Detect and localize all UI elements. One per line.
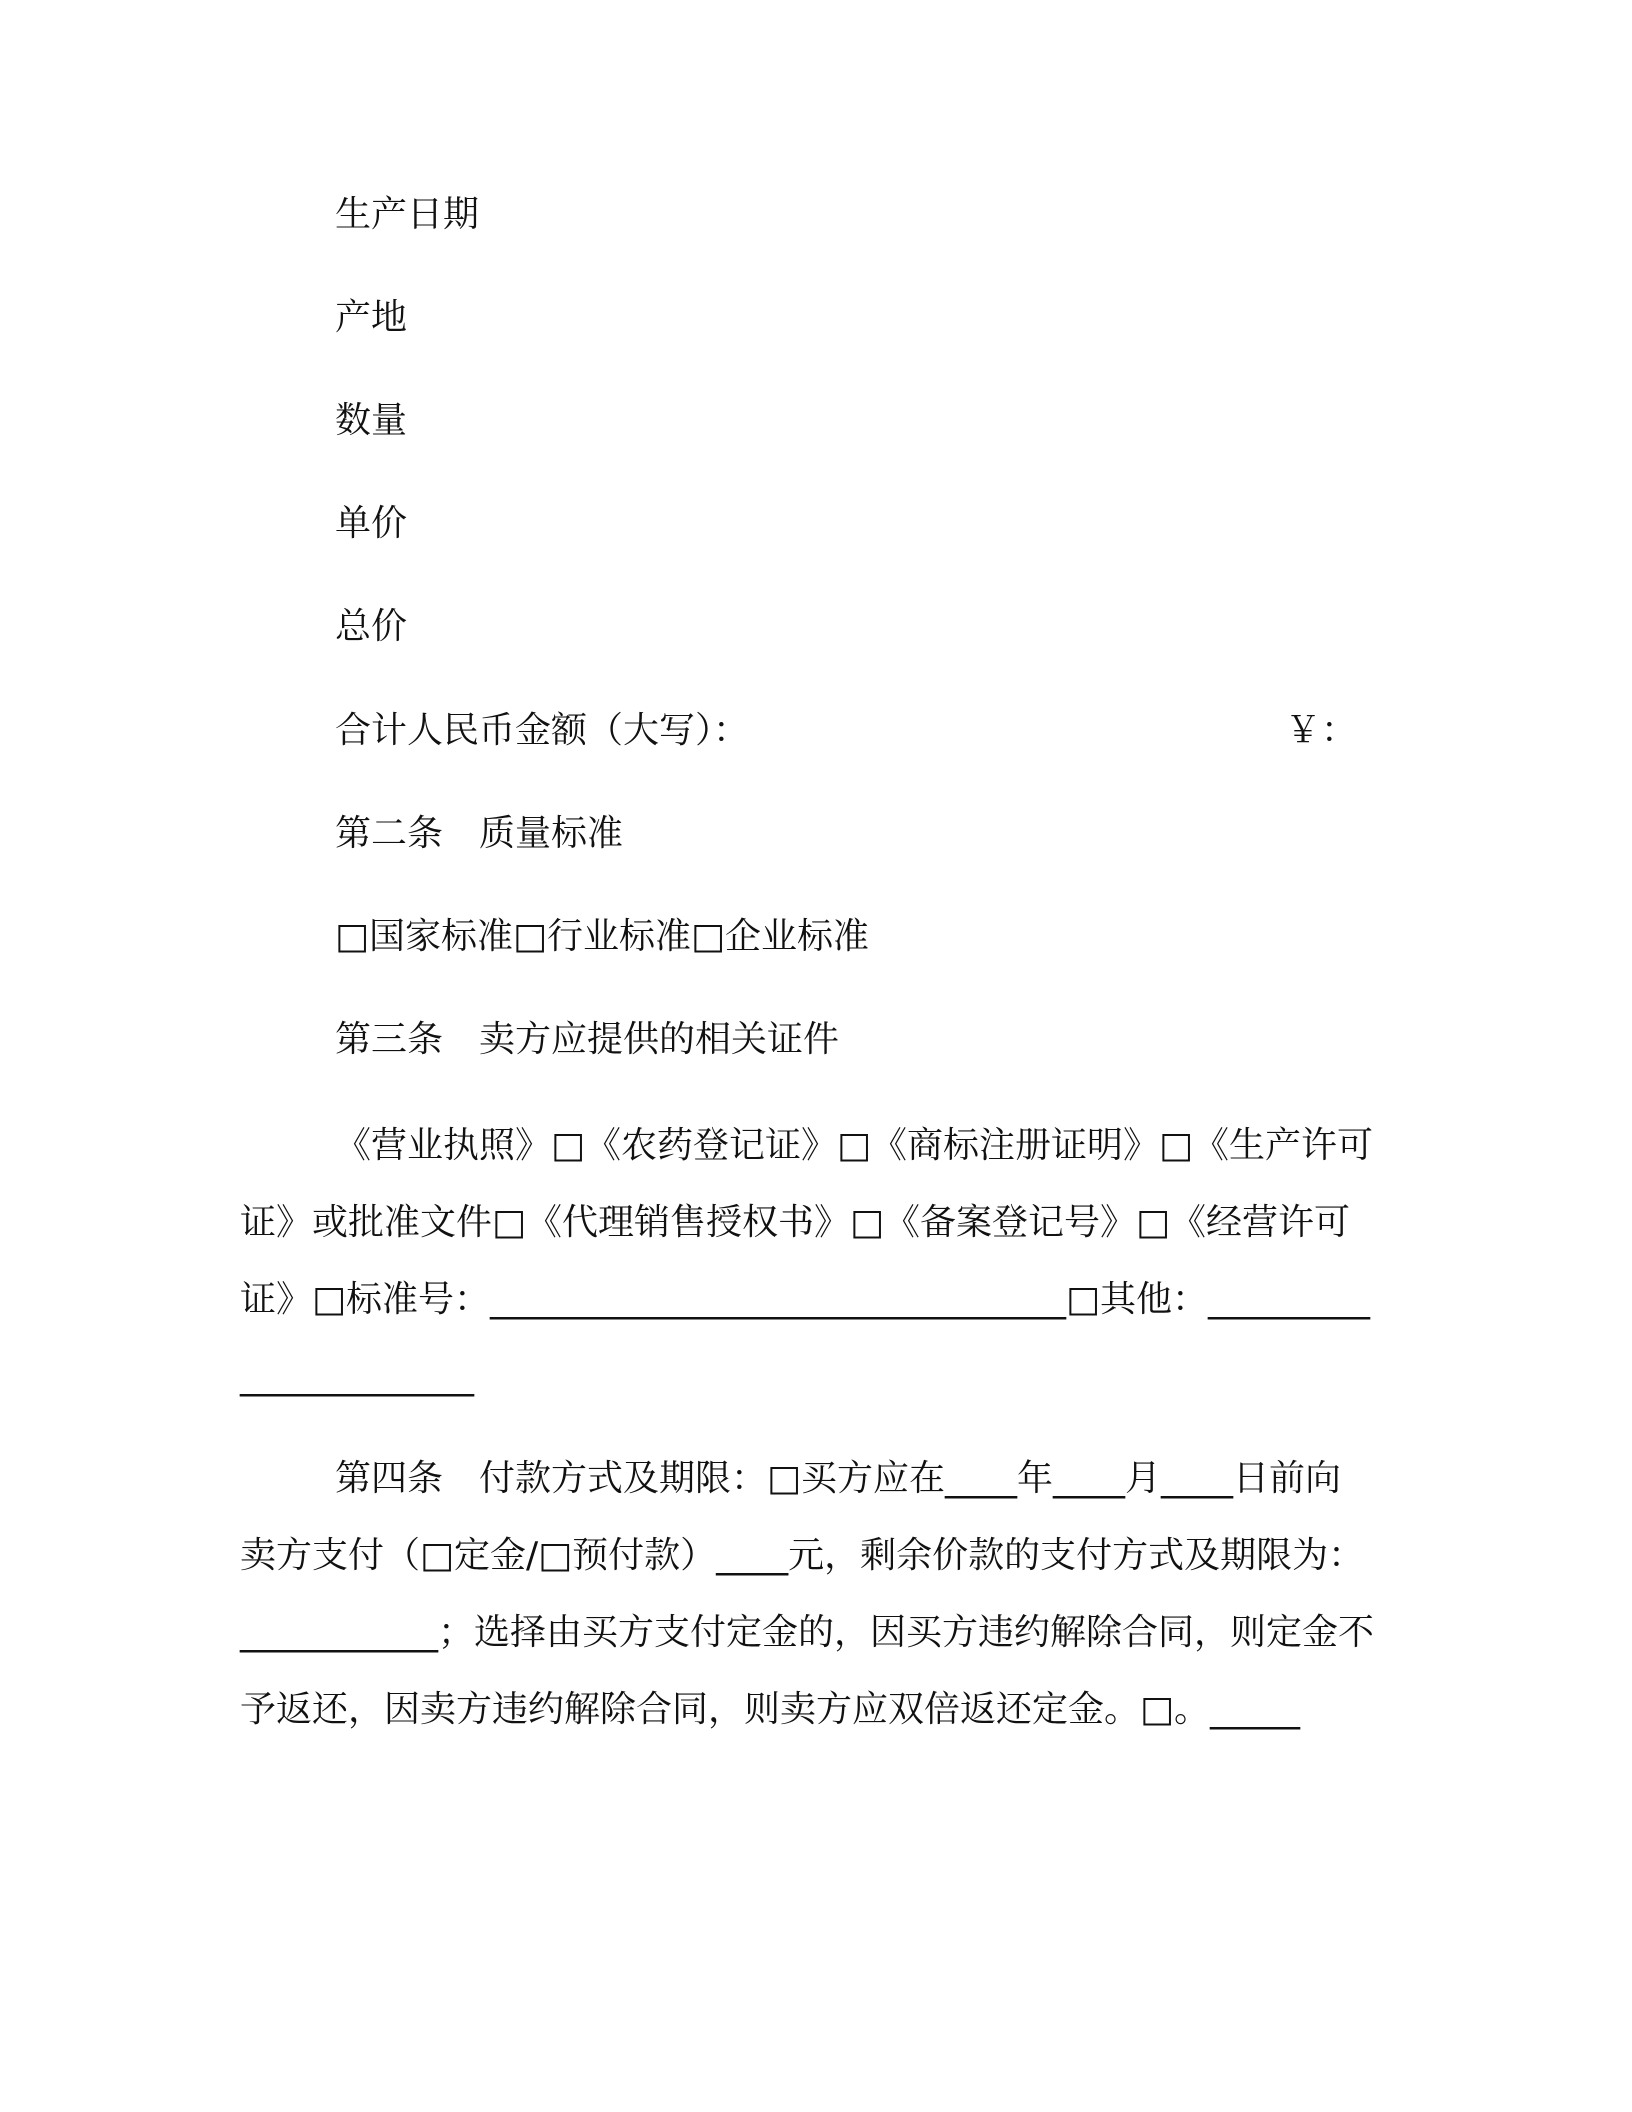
article-4-body: 第四条 付款方式及期限：□买方应在____年____月____日前向卖方支付（□定金/□预付款）____元，剩余价款的支付方式及期限为：___________；选择由买方支付定金的，因买方违约解除合同，则定金不予返还，因卖方违约解除合同，则卖方应双倍返还定金。□。_____	[240, 1458, 1375, 1730]
article-2-heading: 第二条 质量标准	[335, 813, 624, 854]
field-unit-price: 单价	[335, 503, 408, 544]
field-total-price: 总价	[335, 606, 408, 647]
article-3-body: 《营业执照》□《农药登记证》□《商标注册证明》□《生产许可证》或批准文件□《代理销售授权书》□《备案登记号》□《经营许可证》□标准号：________________________________□其他：______________________	[240, 1125, 1374, 1397]
field-yen: ￥：	[1285, 710, 1358, 751]
field-origin: 产地	[335, 297, 408, 338]
article-3-heading: 第三条 卖方应提供的相关证件	[335, 1019, 840, 1060]
field-production-date: 生产日期	[335, 194, 480, 235]
field-total-rmb: 合计人民币金额（大写）：	[335, 710, 750, 751]
article-2-options: □国家标准□行业标准□企业标准	[335, 916, 870, 957]
field-quantity: 数量	[335, 400, 408, 441]
